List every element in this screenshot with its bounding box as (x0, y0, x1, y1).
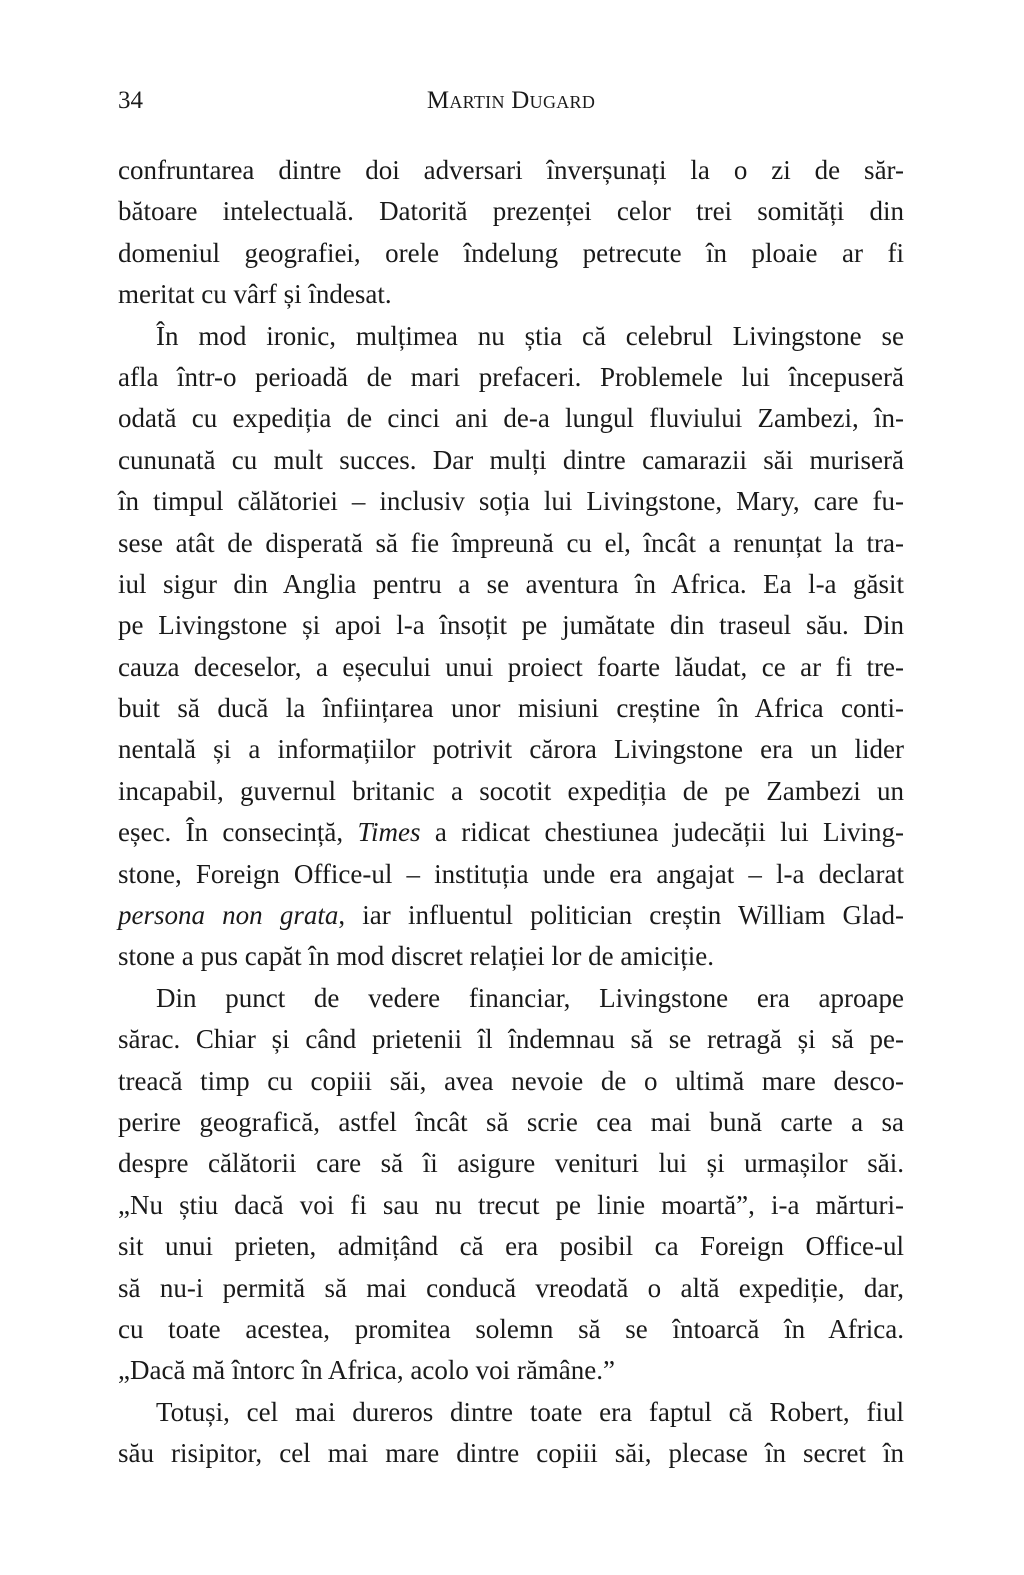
text-segment: în timpul călătoriei – inclusiv soția lui Livingstone, Mary, care fu- (118, 486, 904, 517)
text-line (118, 274, 904, 315)
text-segment: În mod ironic, mulțimea nu știa că celebrul Livingstone se (156, 320, 904, 351)
text-line (118, 771, 904, 812)
text-line (118, 1433, 904, 1474)
text-segment: eșec. În consecință, (118, 817, 358, 848)
italic-text: persona non grata (118, 900, 339, 931)
text-line (118, 1019, 904, 1060)
text-line (118, 1061, 904, 1102)
text-segment: odată cu expediția de cinci ani de-a lungul fluviului Zambezi, în- (118, 403, 904, 434)
text-line (118, 316, 904, 357)
text-line (118, 564, 904, 605)
text-segment: sit unui prieten, admițând că era posibil ca Foreign Office-ul (118, 1231, 904, 1262)
paragraph (118, 316, 904, 978)
text-segment: pe Livingstone și apoi l-a însoțit pe jumătate din traseul său. Din (118, 610, 904, 641)
text-line (118, 688, 904, 729)
text-line (118, 647, 904, 688)
text-line (118, 440, 904, 481)
paragraph (118, 1392, 904, 1475)
text-segment: stone a pus capăt în mod discret relației lor de amiciție. (118, 941, 715, 972)
text-segment: , iar influentul politician creștin William Glad- (338, 900, 904, 931)
text-line (118, 1268, 904, 1309)
text-segment: sese atât de disperată să fie împreună cu el, încât a renunțat la tra- (118, 527, 904, 558)
running-title: Martin Dugard (426, 87, 596, 114)
text-line (118, 1350, 904, 1391)
paragraph (118, 150, 904, 316)
italic-text: Times (357, 817, 421, 848)
page-number: 34 (118, 87, 143, 114)
running-head (118, 84, 904, 118)
text-segment: stone, Foreign Office-ul – instituția unde era angajat – l-a declarat (118, 858, 904, 889)
text-segment: nentală și a informațiilor potrivit cărora Livingstone era un lider (118, 734, 904, 765)
text-segment: treacă timp cu copiii săi, avea nevoie de o ultimă mare desco- (118, 1065, 904, 1096)
text-segment: cu toate acestea, promitea solemn să se întoarcă în Africa. (118, 1313, 904, 1344)
text-segment: despre călătorii care să îi asigure venituri lui și urmașilor săi. (118, 1148, 904, 1179)
text-line (118, 1226, 904, 1267)
text-segment: să nu-i permită să mai conducă vreodată o altă expediție, dar, (118, 1272, 904, 1303)
text-segment: „Dacă mă întorc în Africa, acolo voi rămâne.” (118, 1355, 616, 1386)
text-segment: buit să ducă la înființarea unor misiuni creștine în Africa conti- (118, 693, 904, 724)
text-segment: său risipitor, cel mai mare dintre copiii săi, plecase în secret în (118, 1438, 904, 1469)
text-line (118, 357, 904, 398)
text-line (118, 1392, 904, 1433)
text-line (118, 1185, 904, 1226)
text-segment: sărac. Chiar și când prietenii îl îndemnau să se retragă și să pe- (118, 1024, 904, 1055)
text-line (118, 895, 904, 936)
text-line (118, 481, 904, 522)
text-segment: Totuși, cel mai dureros dintre toate era faptul că Robert, fiul (156, 1396, 904, 1427)
body-text (118, 150, 904, 1475)
text-segment: afla într-o perioadă de mari prefaceri. Problemele lui începuseră (118, 361, 904, 392)
text-segment: incapabil, guvernul britanic a socotit expediția de pe Zambezi un (118, 775, 904, 806)
text-line (118, 398, 904, 439)
text-segment: confruntarea dintre doi adversari înverșunați la o zi de săr- (118, 155, 904, 185)
text-line (118, 978, 904, 1019)
text-segment: iul sigur din Anglia pentru a se aventura în Africa. Ea l-a găsit (118, 568, 904, 599)
text-segment: a ridicat chestiunea judecății lui Living- (420, 817, 905, 848)
text-line (118, 1143, 904, 1184)
text-line (118, 523, 904, 564)
text-line (118, 150, 904, 191)
text-line (118, 812, 904, 853)
paragraph (118, 978, 904, 1392)
text-segment: perire geografică, astfel încât să scrie cea mai bună carte a sa (118, 1106, 904, 1137)
text-segment: meritat cu vârf și îndesat. (118, 279, 392, 310)
text-segment: domeniul geografiei, orele îndelung petrecute în ploaie ar fi (118, 237, 904, 268)
text-line (118, 854, 904, 895)
text-segment: cununată cu mult succes. Dar mulți dintre camarazii săi muriseră (118, 444, 904, 475)
text-segment: bătoare intelectuală. Datorită prezenței celor trei somități din (118, 196, 904, 227)
text-line (118, 233, 904, 274)
text-line (118, 1309, 904, 1350)
text-segment: cauza deceselor, a eșecului unui proiect foarte lăudat, ce ar fi tre- (118, 651, 904, 682)
text-segment: Din punct de vedere financiar, Livingstone era aproape (156, 982, 904, 1013)
text-line (118, 936, 904, 977)
text-line (118, 191, 904, 232)
text-line (118, 605, 904, 646)
text-line (118, 1102, 904, 1143)
text-segment: „Nu știu dacă voi fi sau nu trecut pe linie moartă”, i-a mărturi- (118, 1189, 904, 1220)
text-line (118, 729, 904, 770)
